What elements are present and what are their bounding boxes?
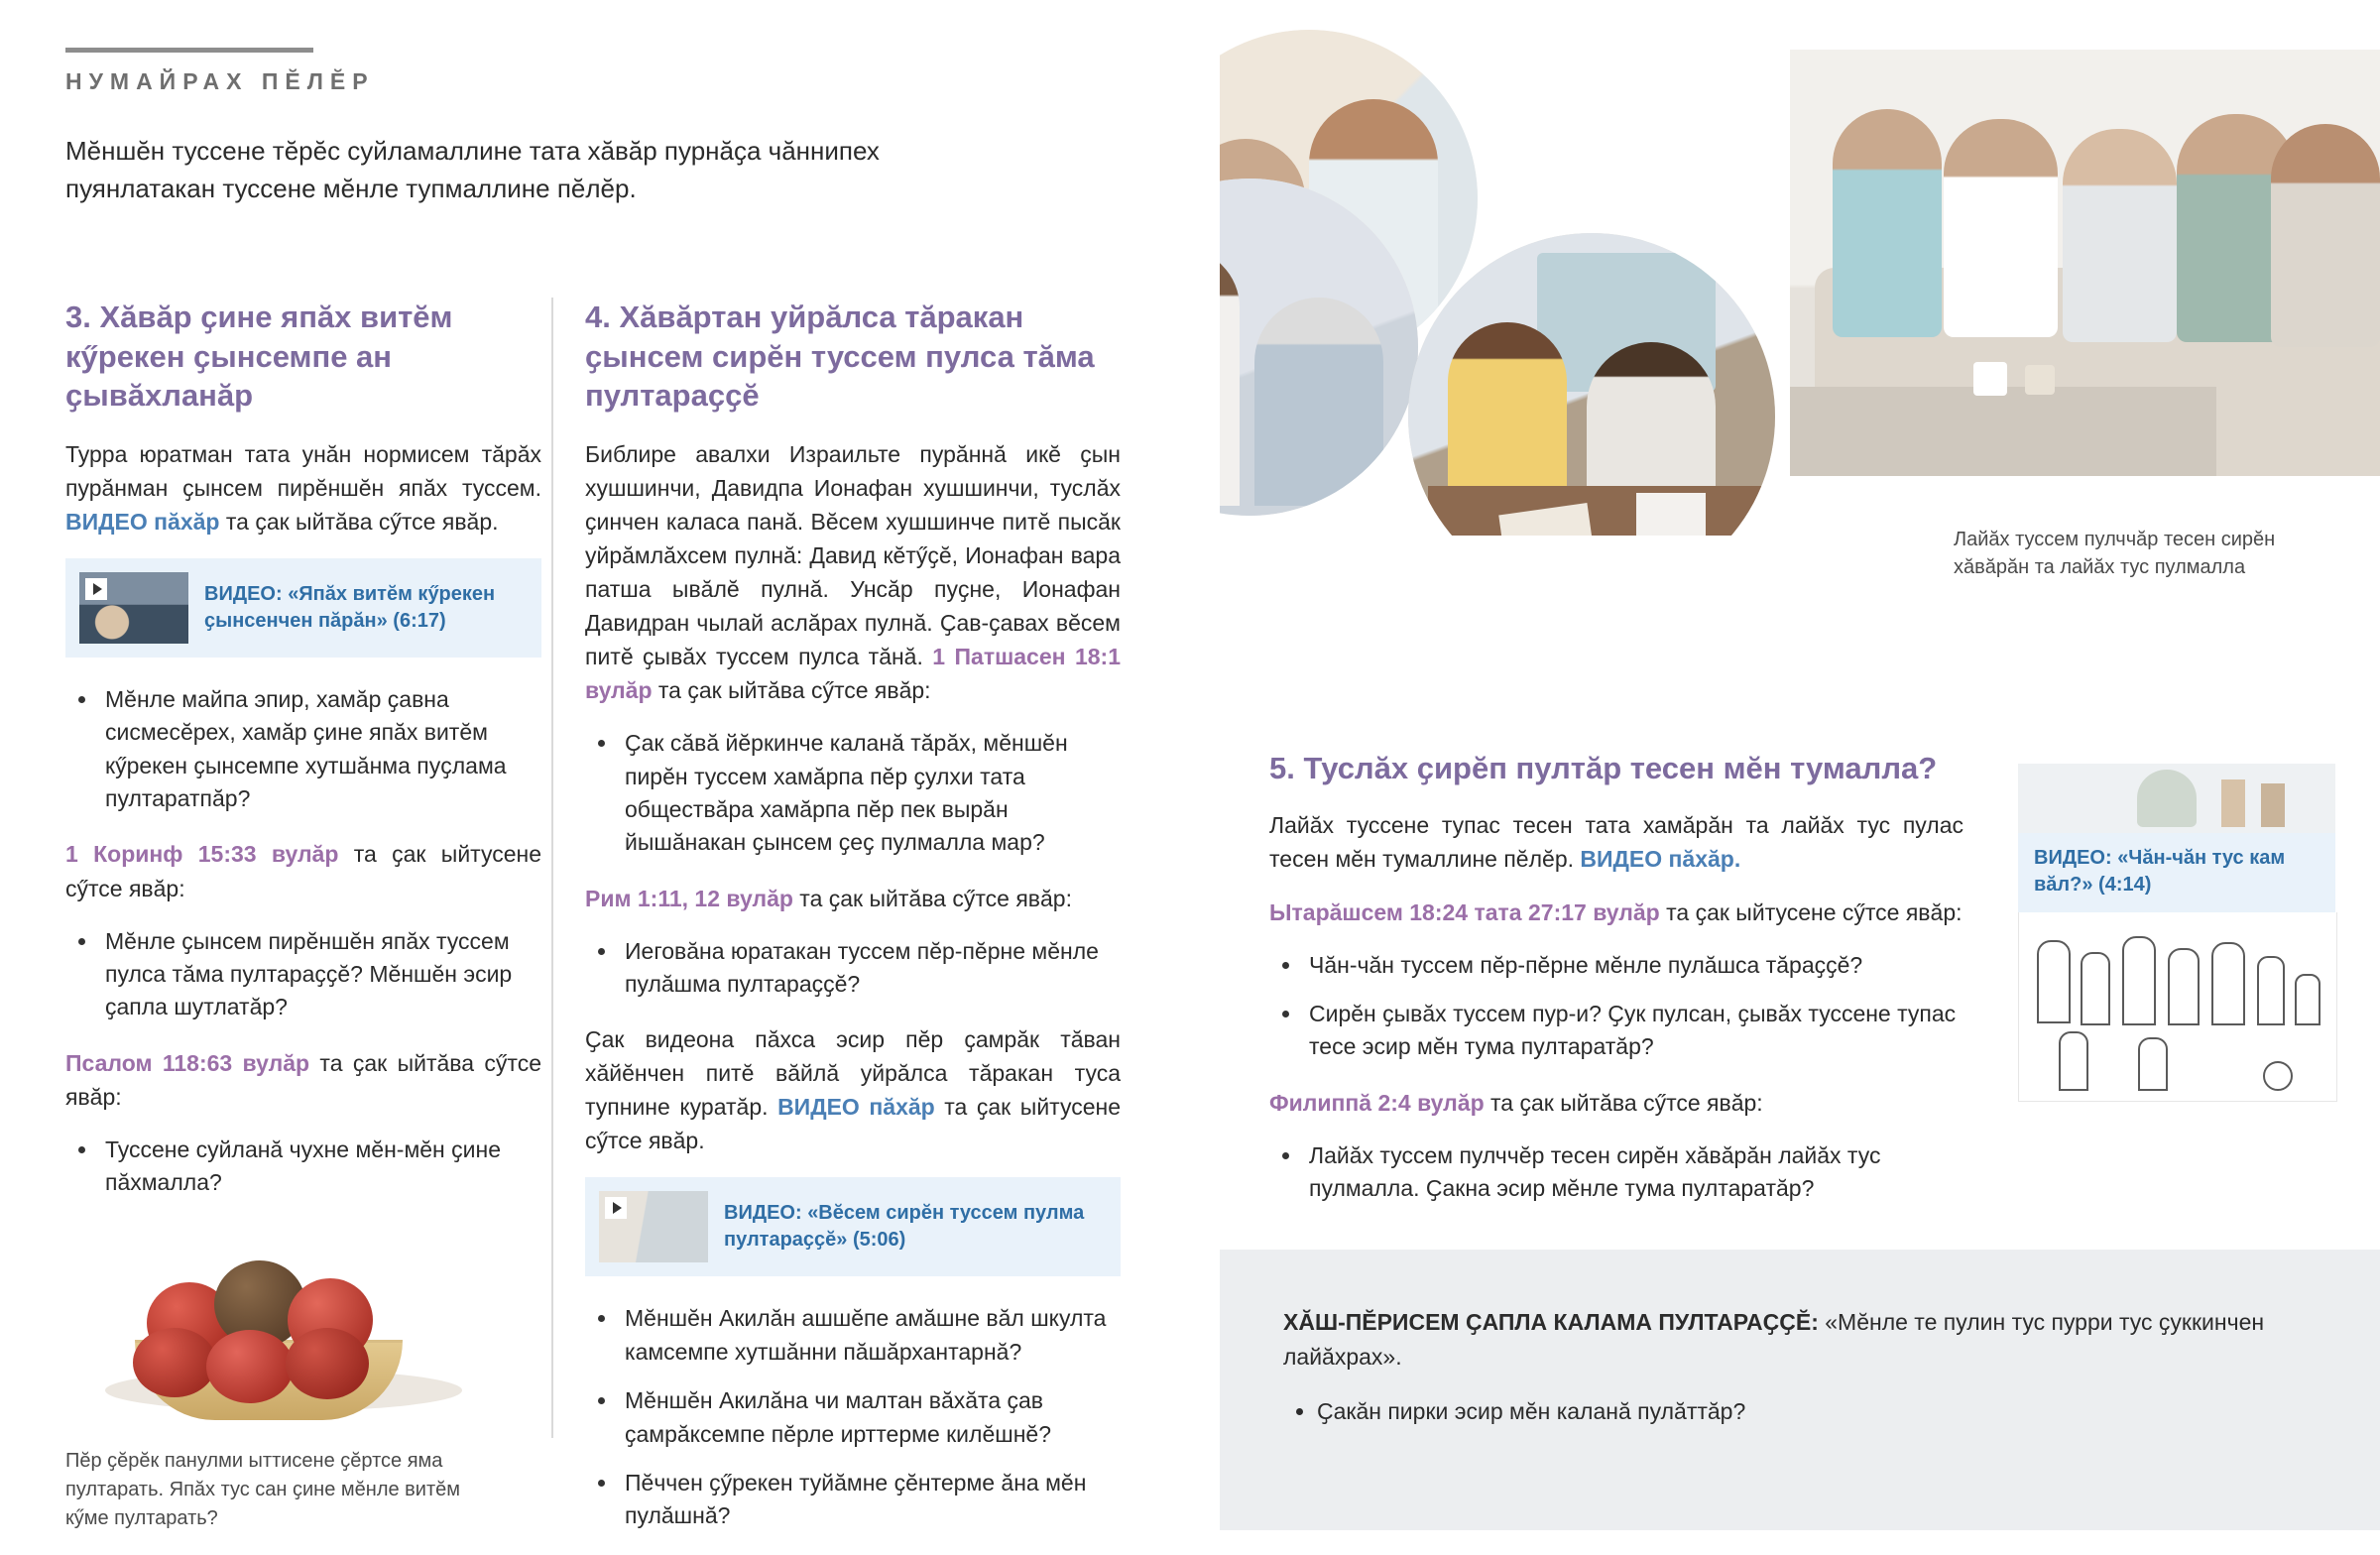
section-4-para-text-b: та ҫак ыйтӑва сӳтсе явӑр: [652,677,931,704]
scripture-ref-line-3 [585,882,1121,915]
column-divider [551,298,553,1438]
line-figure [2168,948,2200,1025]
section-5-heading: 5. Туслӑх ҫирӗп пултӑр тесен мӗн тумалла? [1269,751,1938,785]
apple [133,1328,216,1397]
line-figure [2257,956,2285,1025]
apples-caption: Пӗр ҫӗрӗк панулми ыттисене ҫӗртсе яма пултарать. Япӑх тус сан ҫине мӗнле витӗм кӳме пултарать? [65,1450,461,1530]
list-item: • Сирӗн ҫывӑх туссем пур-и? Ҫук пулсан, ҫывӑх туссене тупас тесе эсир мӗн тума пултаратӑр? [1303,998,1964,1064]
play-icon[interactable] [85,578,107,600]
scripture-tail-4: та ҫак ыйтусене сӳтсе явӑр: [1659,898,1963,925]
list-item: • Мӗншӗн Акилӑн ашшӗпе амӑшне вӑл шкулта камсемпе хутшӑнни пӑшӑрхантарнӑ? [619,1302,1121,1369]
video-box-1[interactable] [65,558,541,658]
discussion-question-list [1283,1395,2317,1428]
circle-photo-study [1408,233,1775,536]
question-list-4b [585,935,1121,1002]
column-two [585,298,1121,1555]
scripture-tail-1: та ҫак ыйтусене сӳтсе явӑр: [65,841,542,901]
video-title-3: «Чӑн-чӑн тус кам вӑл?» [2034,847,2286,896]
mug [2025,365,2055,395]
video-link-3[interactable]: ВИДЕО пӑхӑр. [1580,845,1741,872]
list-item: • Мӗнле майпа эпир, хамӑр ҫавна сисмесӗрех, хамӑр ҫине япӑх витӗм кӳрекен ҫынсемпе хутшӑнма пуҫлама пултаратпӑр? [99,683,541,815]
play-icon[interactable] [605,1197,627,1219]
section-5-para-text-a: Лайӑх туссене тупас тесен тата хамӑрӑн та лайӑх тус пулас тесен мӗн тумаллине пӗлӗр. [1269,811,1964,872]
question-list-4a [585,727,1121,859]
section-4-para2-text-a: Ҫак видеона пӑхса эсир пӗр ҫамрӑк тӑван хӑйӗнчен питӗ вӑйлӑ уйрӑлса тӑракан туса тупнине куратӑр. [585,1026,1121,1121]
section-kicker: НУМАЙРАХ ПӖЛӖР [65,68,375,94]
discussion-label: ХӐШ-ПӖРИСЕМ ҪАПЛА КАЛАМА ПУЛТАРАҪҪӖ: [1283,1309,1819,1335]
column-one [65,298,541,1533]
video-label-1: ВИДЕО: [204,583,283,606]
line-figure [2211,942,2245,1025]
coffee-table [1790,387,2216,476]
article-intro: Мӗншӗн туссене тӗрӗс суйламаллине тата хӑвӑр пурнӑҫа чӑннипех пуянлатакан туссене мӗнле тупмаллине пӗлӗр. [65,136,880,203]
list-item: • Иеговӑна юратакан туссем пӗр-пӗрне мӗнле пулӑшма пултараҫҫӗ? [619,935,1121,1002]
tree-illustration [2137,770,2197,827]
question-list-3c [65,1134,541,1200]
figure [2261,783,2285,827]
question-list-5a [1269,949,1964,1064]
question-list-4c [585,1302,1121,1532]
question-list-3b [65,925,541,1024]
video-caption-1 [204,581,524,635]
scripture-tail-2: та ҫак ыйтӑва сӳтсе явӑр: [65,1049,541,1110]
illustration-collage [1220,20,2380,536]
video-thumbnail-3[interactable] [2018,764,2335,833]
header-rule [65,48,313,53]
section-3-para-text-a: Турра юратман тата унӑн нормисем тӑрӑх пурӑнман ҫынсем пирӗншӗн япӑх туссем. [65,441,541,502]
section-4-paragraph [585,437,1121,707]
question-list-5b [1269,1139,1964,1206]
list-item: • Мӗнле ҫынсем пирӗншӗн япӑх туссем пулса тӑма пултараҫҫӗ? Мӗншӗн эсир ҫапла шутлатӑр? [99,925,541,1024]
list-item: • Мӗншӗн Акилӑна чи малтан вӑхӑта ҫав ҫамрӑксемпе пӗрле ирттерме килӗшнӗ? [619,1384,1121,1451]
line-figure [2037,940,2071,1023]
scripture-link-6[interactable]: Филиппӑ 2:4 вулӑр [1269,1089,1485,1116]
ball-icon [2263,1061,2293,1091]
line-figure [2059,1031,2088,1091]
list-item: • Пӗччен ҫӳрекен туйӑмне ҫӗнтерме ӑна мӗн пулӑшнӑ? [619,1467,1121,1533]
list-item: • Лайӑх туссем пулччӗр тесен сирӗн хӑвӑрӑн лайӑх тус пулмалла. Ҫакна эсир мӗнле тума пултаратӑр? [1303,1139,1964,1206]
scripture-ref-line-4 [1269,896,1964,929]
line-art-illustration [2018,912,2337,1102]
discussion-box [1220,1250,2380,1530]
section-3-heading: 3. Хӑвӑр ҫине япӑх витӗм кӳрекен ҫынсемпе ан ҫывӑхланӑр [65,299,453,414]
apple [206,1330,294,1403]
person-group-2 [1944,119,2058,337]
scripture-tail-3: та ҫак ыйтӑва сӳтсе явӑр: [792,885,1072,911]
person-group-5 [2271,124,2380,347]
section-4-paragraph-2 [585,1022,1121,1157]
video-title-2: «Вӗсем сирӗн туссем пулма пултараҫҫӗ» [724,1202,1085,1252]
illustration-caption: Лайӑх туссем пулччӑр тесен сирӗн хӑвӑрӑн та лайӑх тус пулмалла [1954,529,2276,578]
section-five [1269,749,1964,1228]
discussion-quote: «Мӗнле те пулин тус пурри тус ҫуккинчен лайӑхрах». [1283,1309,2265,1370]
scripture-link-5[interactable]: Ытарӑшсем 18:24 тата 27:17 вулӑр [1269,898,1660,925]
section-3-paragraph [65,437,541,538]
person-group-3 [2063,129,2177,342]
video-caption-3 [2018,833,2335,898]
scripture-ref-line-2 [65,1046,541,1114]
scripture-link-3[interactable]: 1 Патшасен 18:1 вулӑр [585,644,1121,704]
scripture-link-1[interactable]: 1 Коринф 15:33 вулӑр [65,841,339,868]
scripture-link-2[interactable]: Псалом 118:63 вулӑр [65,1049,310,1076]
scripture-ref-line-5 [1269,1086,1964,1120]
video-duration-1: (6:17) [393,610,446,633]
section-4-heading: 4. Хӑвӑртан уйрӑлса тӑракан ҫынсем сирӗн туссем пулса тӑма пултараҫҫӗ [585,299,1095,414]
video-title-1: «Япӑх витӗм кӳрекен ҫынсенчен пӑрӑн» [204,583,496,633]
section-5-paragraph [1269,808,1964,876]
scripture-link-4[interactable]: Рим 1:11, 12 вулӑр [585,885,793,911]
video-box-3[interactable] [2018,764,2335,912]
apple [286,1328,369,1399]
question-list-3a [65,683,541,815]
section-3-para-text-b: та ҫак ыйтӑва сӳтсе явӑр. [219,509,499,536]
list-item: • Туссене суйланӑ чухне мӗн-мӗн ҫине пӑхмалла? [99,1134,541,1200]
article-header [65,48,1156,207]
video-link-1[interactable]: ВИДЕО пӑхӑр [65,509,220,536]
figure [2221,779,2245,827]
line-figure [2081,952,2110,1025]
list-item: • Ҫак сӑвӑ йӗркинче каланӑ тӑрӑх, мӗншӗн пирӗн туссем хамӑрпа пӗр ҫулхи тата обществӑра хамӑрпа пӗр пек вырӑн йышӑнакан ҫынсем ҫеҫ пулмалла мар? [619,727,1121,859]
video-label-2: ВИДЕО: [724,1202,802,1225]
video-label-3: ВИДЕО: [2034,847,2112,869]
video-link-2[interactable]: ВИДЕО пӑхӑр [777,1094,935,1121]
video-box-2[interactable] [585,1177,1121,1276]
discussion-lead [1283,1305,2317,1374]
video-thumbnail-2[interactable] [599,1191,708,1262]
line-figure-child [2295,974,2320,1025]
video-thumbnail-1[interactable] [79,572,188,644]
line-figure [2122,936,2156,1025]
video-duration-2: (5:06) [852,1229,906,1252]
mug [1973,362,2007,396]
section-4-para-text-a: Библире авалхи Израильте пурӑннӑ икӗ ҫын хушшинчи, Давидпа Ионафан хушшинчи, туслӑх ҫинчен каласа панӑ. Вӗсем хушшинче питӗ пысӑк уйрӑмлӑхсем пулнӑ: Давид кӗтӳҫӗ, Ионафан вара патша ывӑлӗ пулнӑ. Унсӑр пуҫне, Ионафан Давидран чылай аслӑрах пулнӑ. Ҫав-ҫавах вӗсем питӗ ҫывӑх туссем пулса тӑнӑ. [585,441,1121,670]
scripture-ref-line-1 [65,837,541,904]
person-group-1 [1833,109,1942,337]
video-caption-2 [724,1200,1103,1254]
list-item: • Чӑн-чӑн туссем пӗр-пӗрне мӗнле пулӑшса тӑраҫҫӗ? [1303,949,1964,982]
scripture-tail-5: та ҫак ыйтӑва сӳтсе явӑр: [1484,1089,1763,1116]
circle-photo-caregiving [1220,179,1418,516]
video-duration-3: (4:14) [2098,874,2152,896]
apples-illustration [75,1221,492,1429]
list-item: • Ҫакӑн пирки эсир мӗн каланӑ пулӑттӑр? [1317,1395,2317,1428]
video-card-3[interactable] [2018,764,2335,1102]
section-4-para2-text-b: та ҫак ыйтусене сӳтсе явӑр. [585,1094,1122,1154]
line-figure [2138,1037,2168,1091]
